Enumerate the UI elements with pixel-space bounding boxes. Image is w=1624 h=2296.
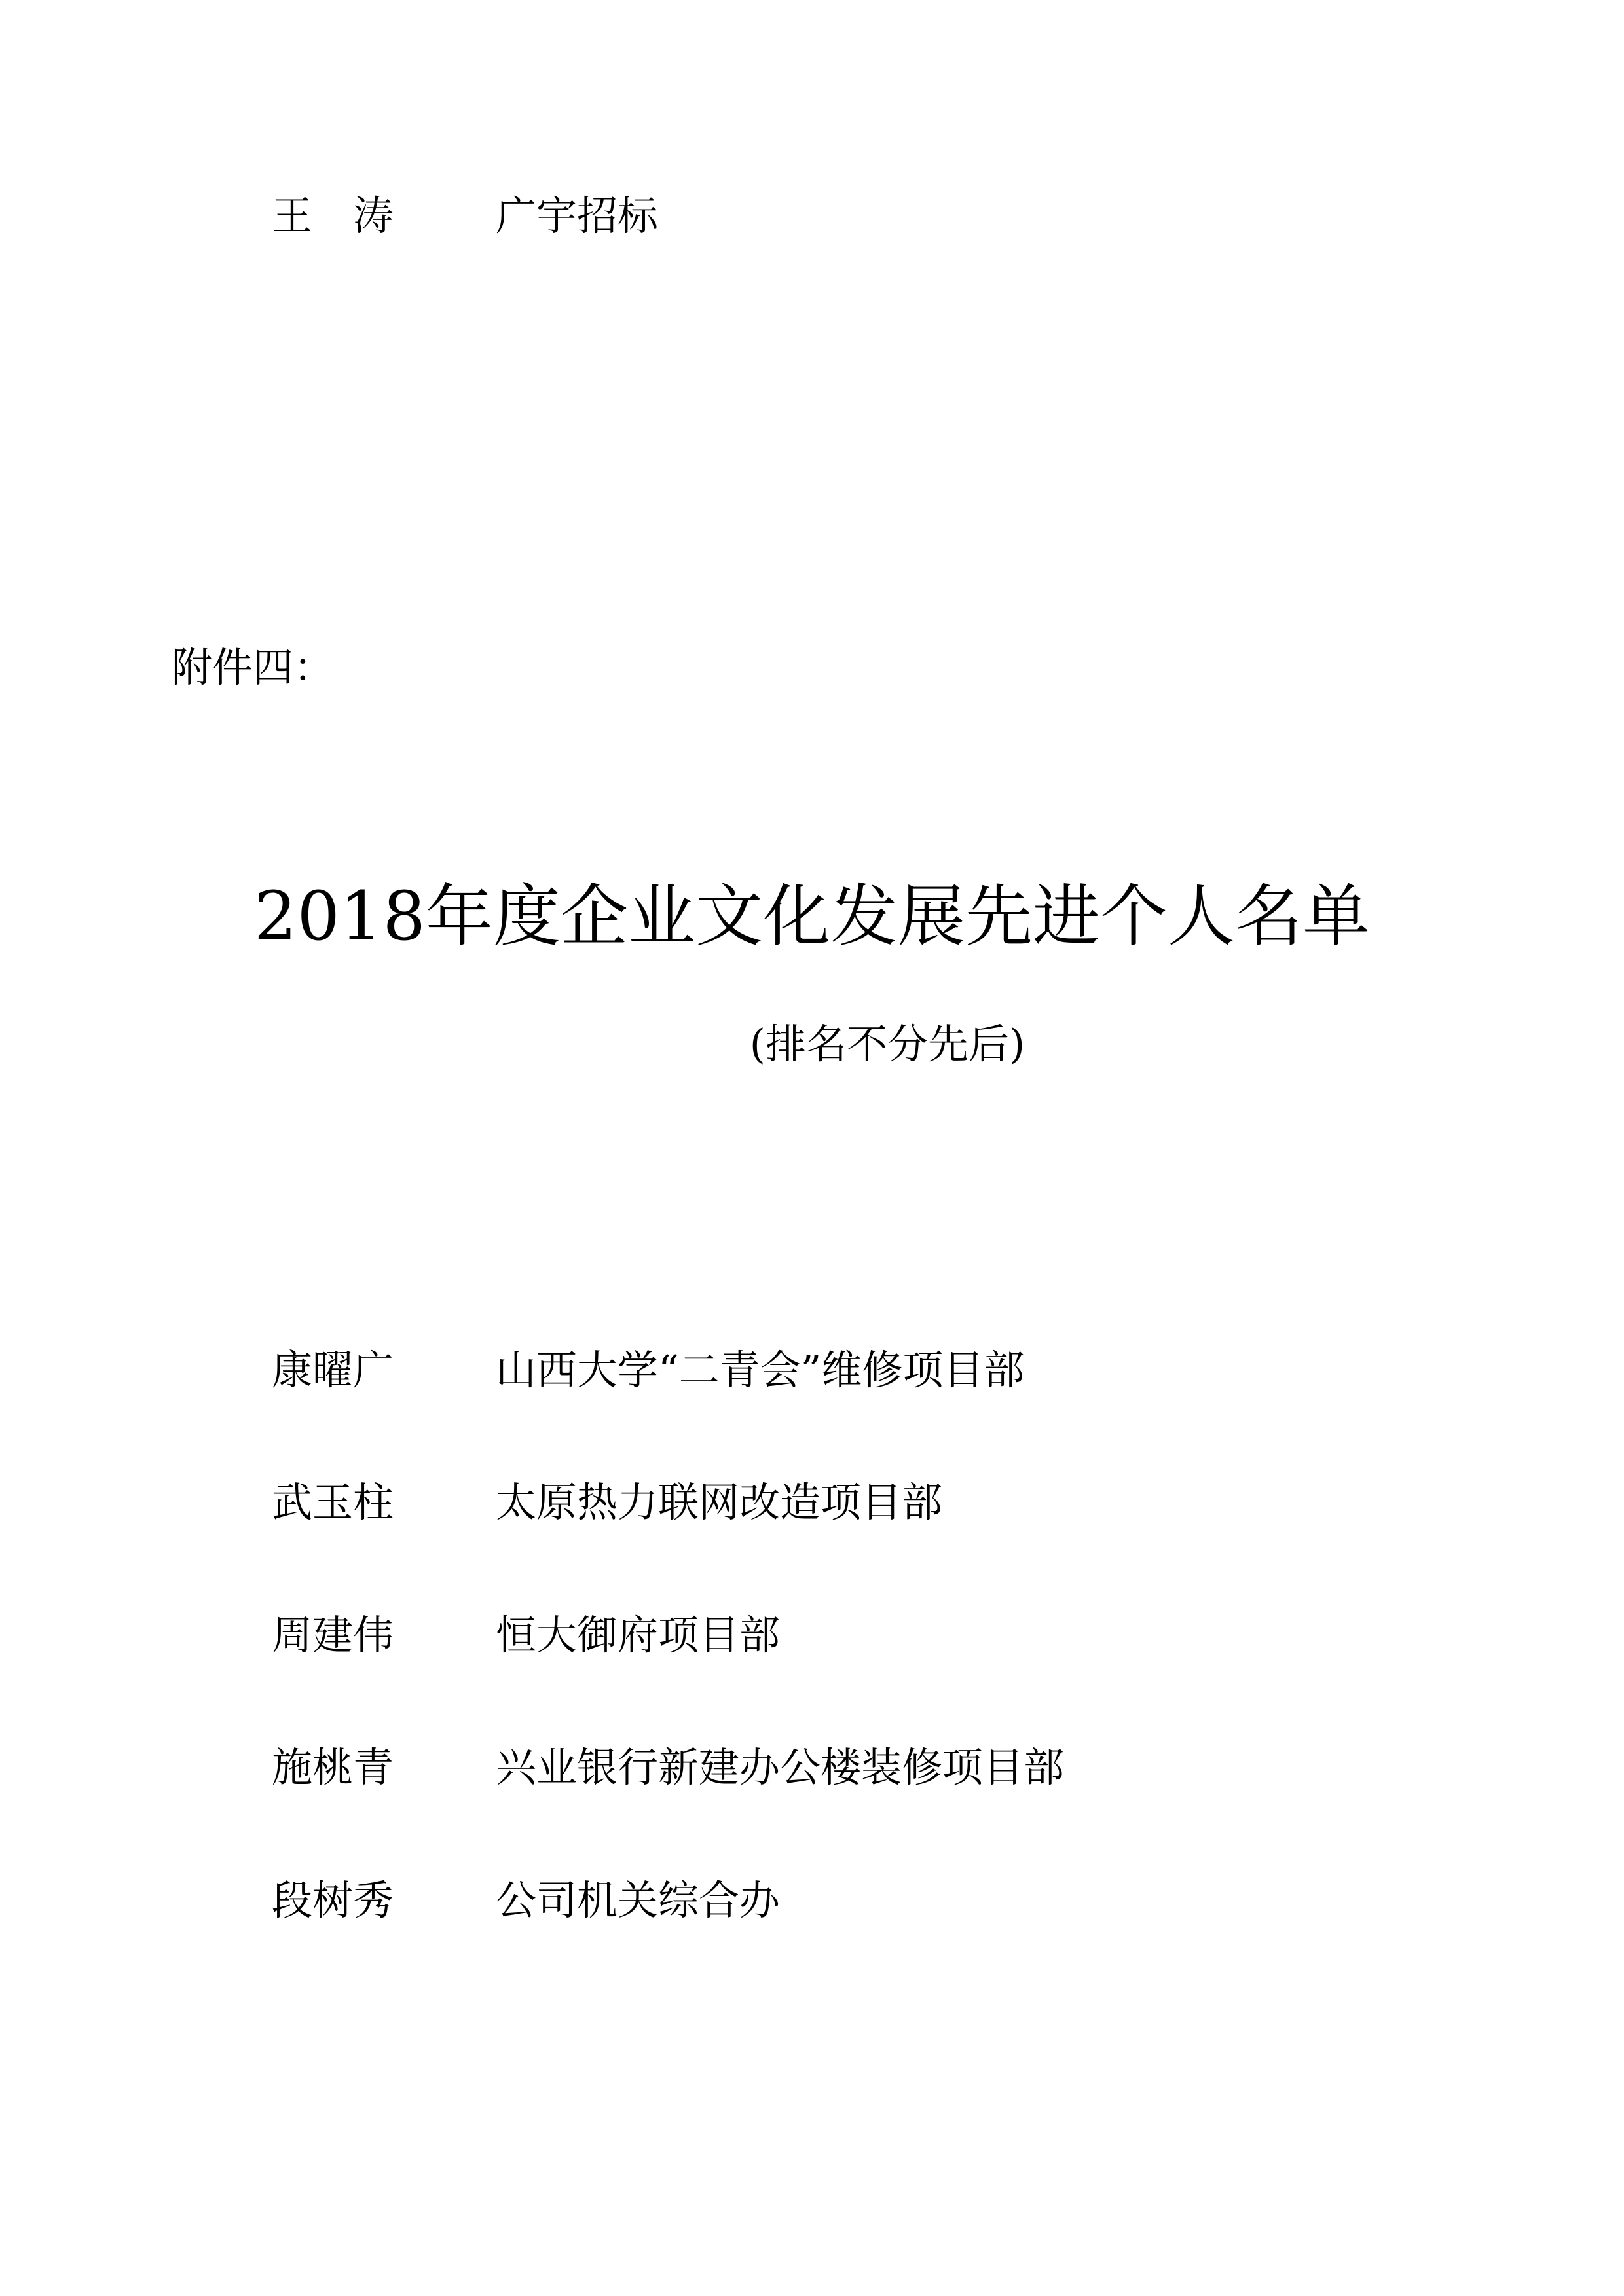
previous-list-row [0, 187, 1624, 246]
person-organization: 太原热力联网改造项目部 [496, 1478, 943, 1526]
person-organization: 山西大学“二青会”维修项目部 [496, 1346, 1025, 1394]
document-subtitle [0, 1015, 1624, 1074]
list-item [0, 1606, 1624, 1665]
document-title: 2018年度企业文化发展先进个人名单 [253, 877, 1371, 956]
person-organization: 广宇招标 [496, 192, 659, 240]
person-name: 王涛 [272, 192, 435, 240]
list-item [0, 1738, 1624, 1797]
person-organization: 兴业银行新建办公楼装修项目部 [496, 1743, 1065, 1791]
person-name: 周建伟 [272, 1611, 394, 1659]
list-item [0, 1473, 1624, 1532]
attachment-label: 附件四： [172, 644, 335, 691]
person-name: 康曜广 [272, 1346, 394, 1394]
person-name: 段树秀 [272, 1876, 394, 1924]
list-item [0, 1341, 1624, 1400]
list-item [0, 1871, 1624, 1930]
person-name: 武玉柱 [272, 1478, 394, 1526]
person-organization: 公司机关综合办 [496, 1876, 781, 1924]
subtitle-text: (排名不分先后) [749, 1020, 1025, 1068]
person-name: 施桃青 [272, 1743, 394, 1791]
person-organization: 恒大御府项目部 [496, 1611, 781, 1659]
